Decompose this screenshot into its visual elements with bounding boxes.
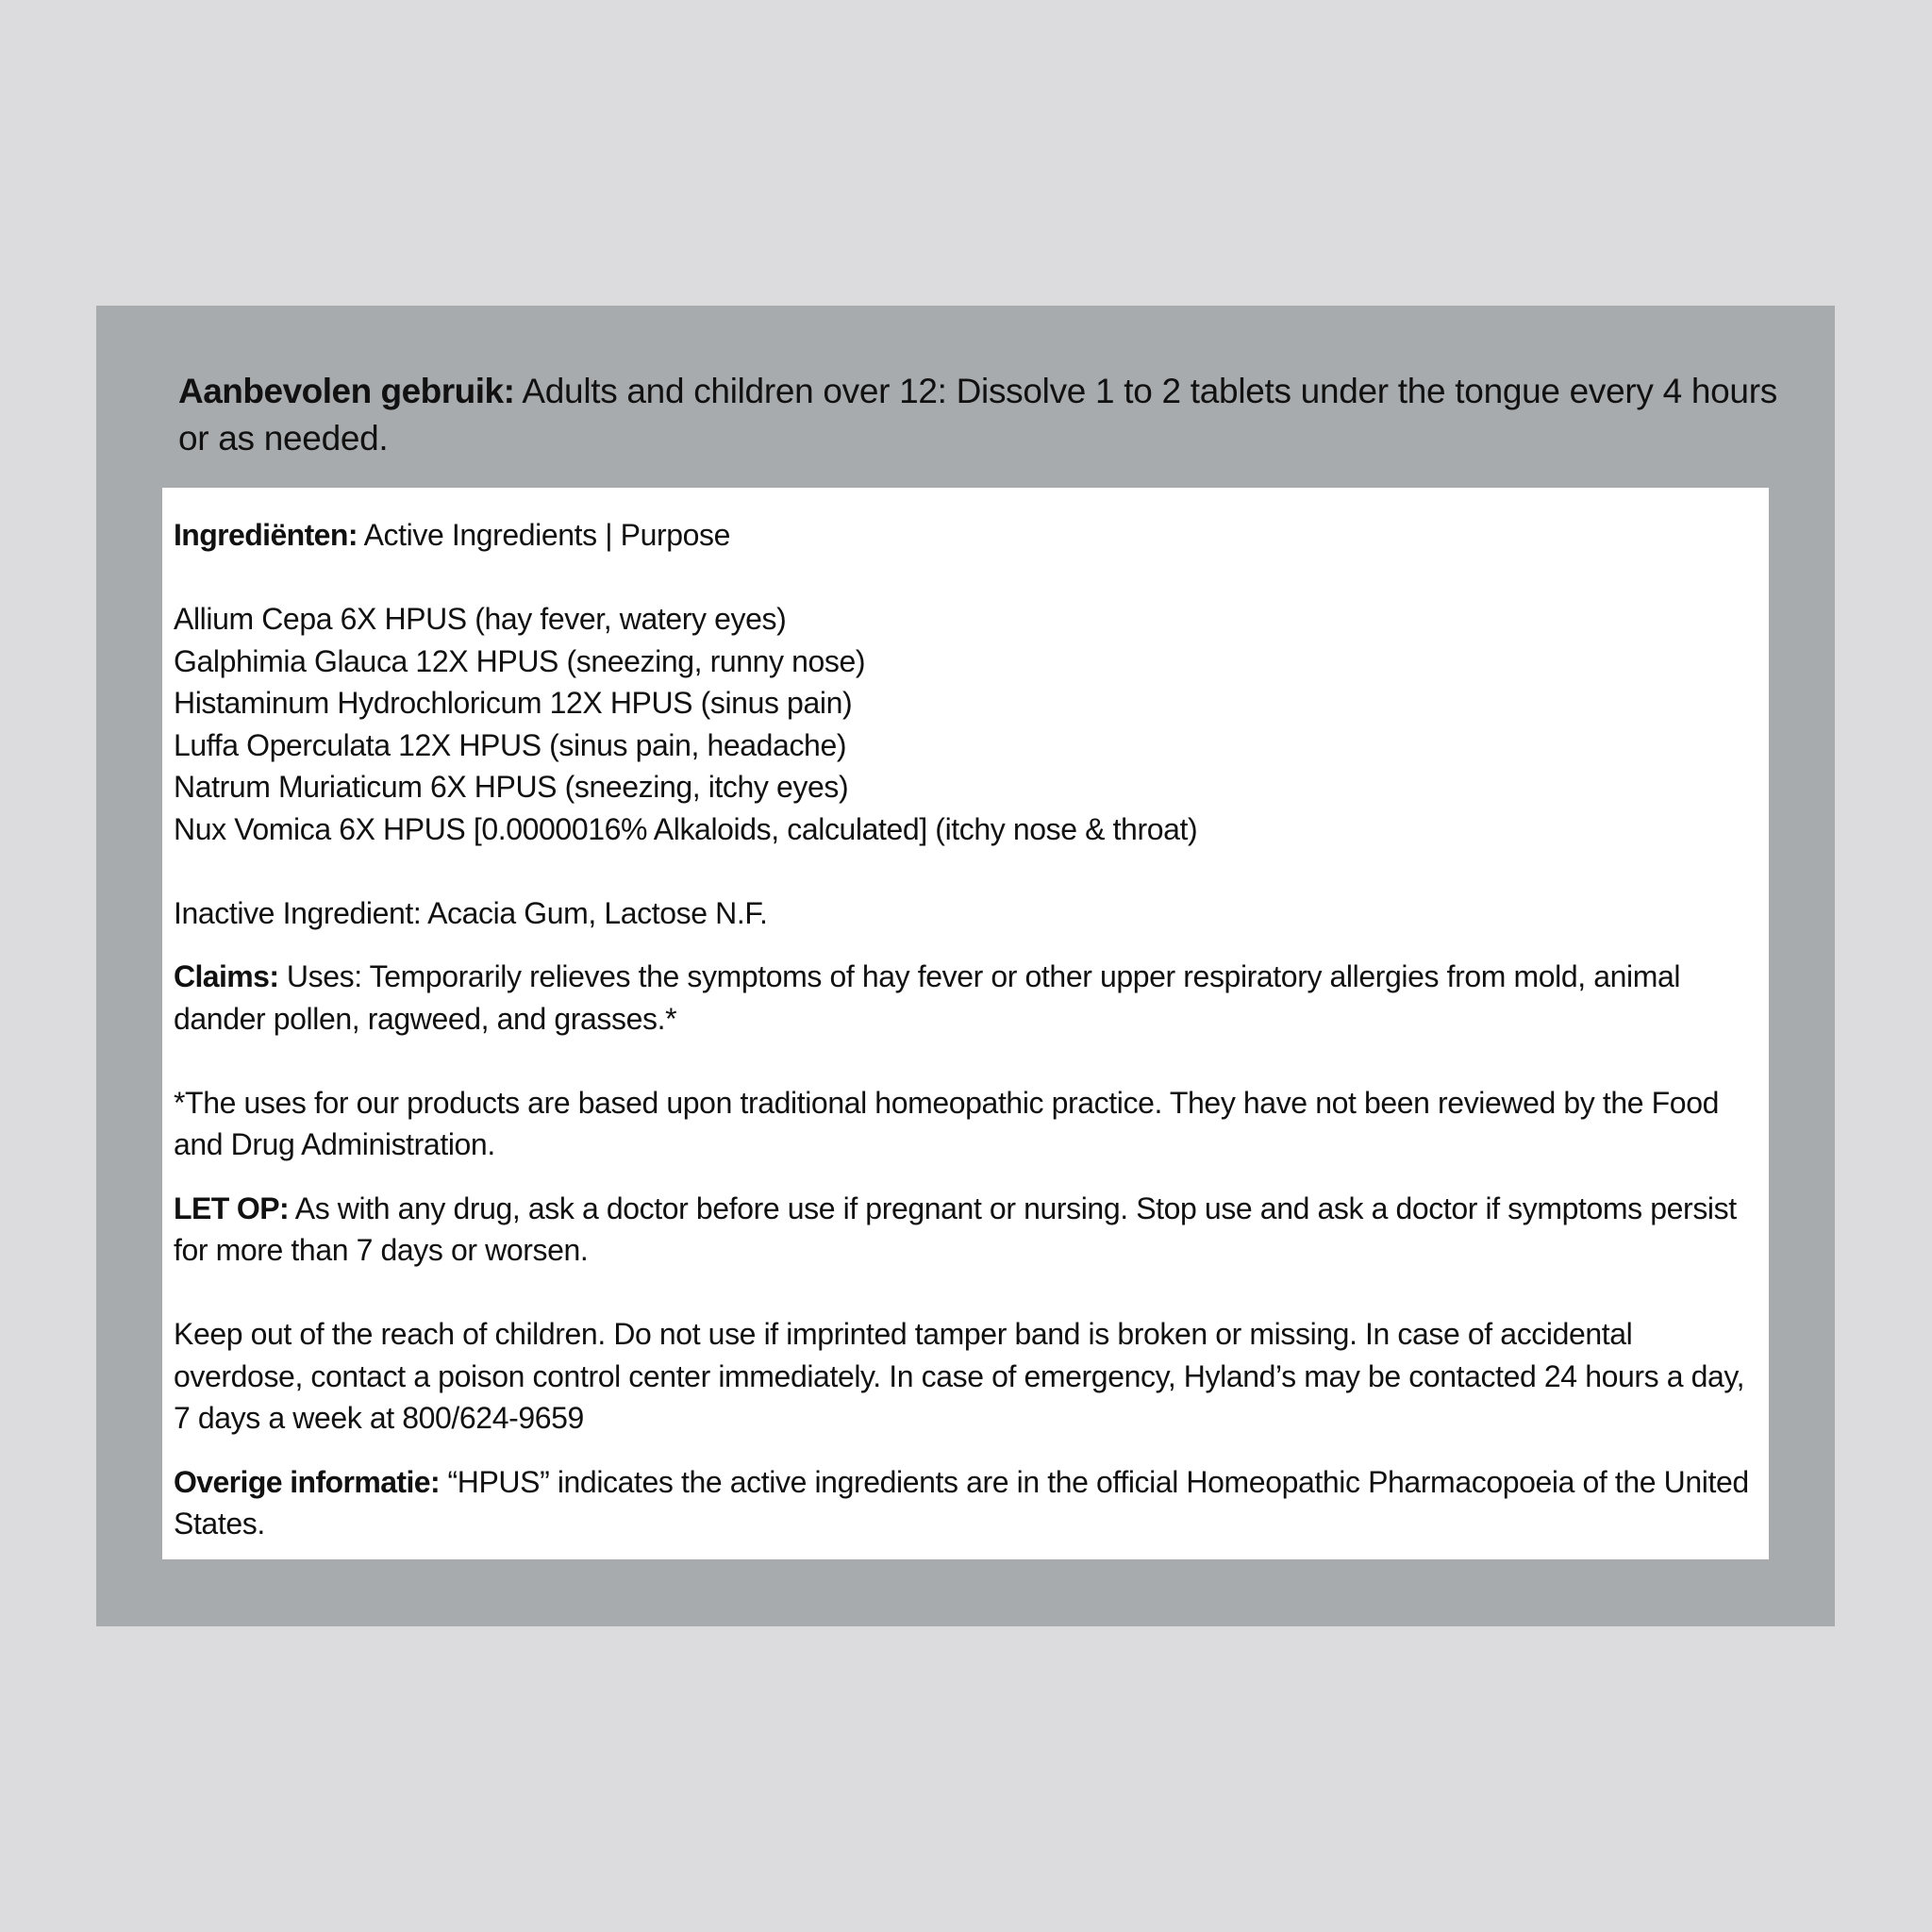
list-item: Histaminum Hydrochloricum 12X HPUS (sinus pain) xyxy=(174,686,853,720)
list-item: Nux Vomica 6X HPUS [0.0000016% Alkaloids, calculated] (itchy nose & throat) xyxy=(174,811,1198,846)
ingredients-label: Ingrediënten: xyxy=(174,518,358,552)
list-item: Galphimia Glauca 12X HPUS (sneezing, runny nose) xyxy=(174,643,866,678)
warning-text: As with any drug, ask a doctor before use if pregnant or nursing. Stop use and ask a doctor if symptoms persist for more than 7 days or worsen. xyxy=(174,1191,1737,1267)
info-card xyxy=(162,488,1769,1559)
claims-section xyxy=(174,956,1758,1040)
usage-label: Aanbevolen gebruik: xyxy=(178,372,515,410)
ingredients-header xyxy=(174,514,1758,557)
info-card-content xyxy=(174,514,1758,1545)
list-item: Luffa Operculata 12X HPUS (sinus pain, headache) xyxy=(174,727,847,762)
active-ingredients-list xyxy=(174,598,1758,850)
claims-label: Claims: xyxy=(174,959,279,993)
other-info-text: “HPUS” indicates the active ingredients are in the official Homeopathic Pharmacopoeia of the United States. xyxy=(174,1464,1749,1541)
claims-text: Uses: Temporarily relieves the symptoms of hay fever or other upper respiratory allergies from mold, animal dander pollen, ragweed, and grasses.* xyxy=(174,959,1681,1036)
list-item: Natrum Muriaticum 6X HPUS (sneezing, itchy eyes) xyxy=(174,770,849,804)
keep-out-notice: Keep out of the reach of children. Do not use if imprinted tamper band is broken or missing. In case of accidental overdose, contact a poison control center immediately. In case of emergency, Hyland’s may be contacted 24 hours a day, 7 days a week at 800/624-9659 xyxy=(174,1317,1745,1435)
ingredients-header-text: Active Ingredients | Purpose xyxy=(357,518,731,552)
usage-section xyxy=(178,368,1782,462)
list-item: Allium Cepa 6X HPUS (hay fever, watery eyes) xyxy=(174,602,787,636)
warning-label: LET OP: xyxy=(174,1191,290,1225)
usage-text: Adults and children over 12: Dissolve 1 to 2 tablets under the tongue every 4 hours or as needed. xyxy=(178,372,1777,458)
inactive-ingredient: Inactive Ingredient: Acacia Gum, Lactose N.F. xyxy=(174,895,768,930)
other-info-label: Overige informatie: xyxy=(174,1464,441,1499)
warning-section xyxy=(174,1188,1758,1272)
claims-footnote: *The uses for our products are based upon traditional homeopathic practice. They have not been reviewed by the Food and Drug Administration. xyxy=(174,1085,1720,1161)
other-info-section xyxy=(174,1461,1758,1545)
label-panel xyxy=(96,306,1835,1626)
